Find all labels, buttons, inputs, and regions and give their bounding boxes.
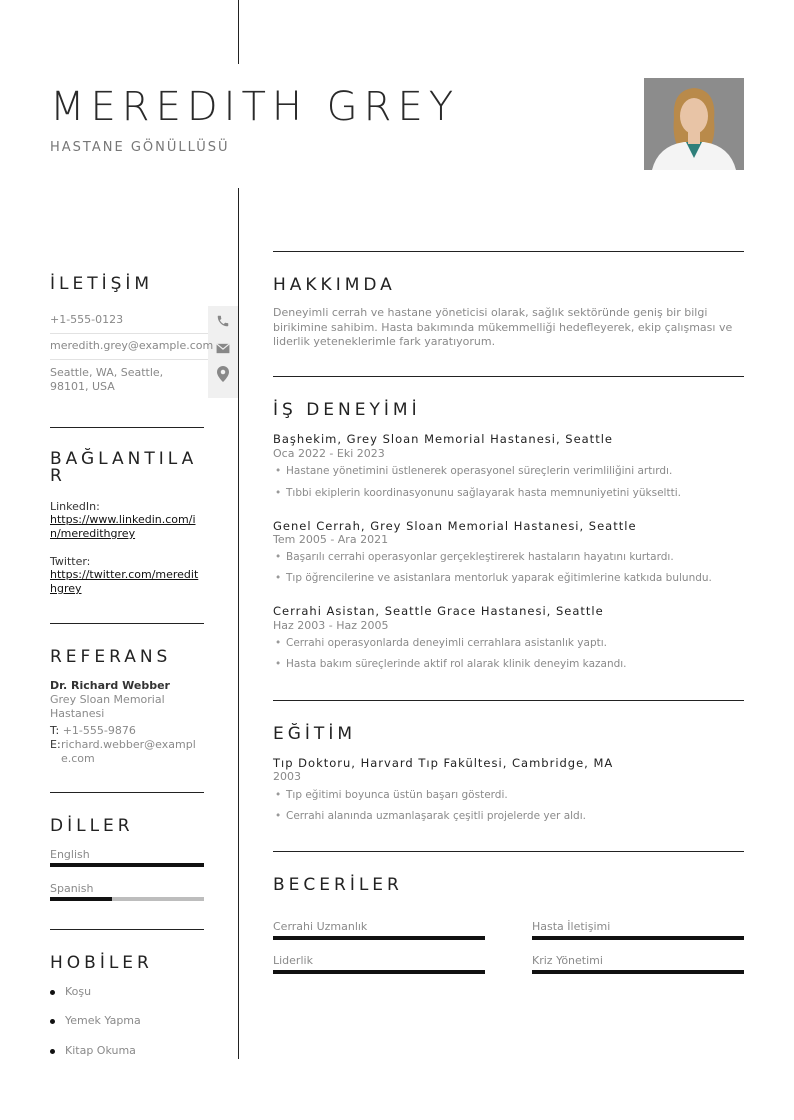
bullet-icon (50, 1019, 55, 1024)
hobby-item (50, 1044, 136, 1057)
education-degree: Tıp Doktoru, Harvard Tıp Fakültesi, Cambridge, MA (273, 756, 614, 770)
job-bullet: • Hasta bakım süreçlerinde aktif rol alarak klinik deneyim kazandı. (275, 658, 627, 670)
language-level-bar (50, 897, 204, 901)
education-bullet-text: Tıp eğitimi boyunca üstün başarı gösterdi. (286, 789, 508, 801)
contact-heading: İLETİŞİM (50, 274, 154, 294)
job-date: Oca 2022 - Eki 2023 (273, 447, 385, 460)
job-title: Başhekim, Grey Sloan Memorial Hastanesi, Seattle (273, 432, 613, 446)
reference-phone-row (50, 724, 136, 737)
skill-level-bar (273, 936, 485, 940)
job-bullet: • Hastane yönetimini üstlenerek operasyonel süreçlerin verimliliğini artırdı. (275, 465, 673, 477)
job-title: Genel Cerrah, Grey Sloan Memorial Hastanesi, Seattle (273, 519, 637, 533)
languages-heading: DİLLER (50, 816, 134, 836)
job-bullet: • Cerrahi operasyonlarda deneyimli cerrahlara asistanlık yaptı. (275, 637, 607, 649)
skill-label: Hasta İletişimi (532, 920, 611, 933)
skill-label: Cerrahi Uzmanlık (273, 920, 368, 933)
links-heading: BAĞLANTILAR (50, 449, 198, 486)
hobby-label: Yemek Yapma (65, 1014, 141, 1027)
section-divider (273, 251, 744, 252)
reference-phone: +1-555-9876 (62, 724, 136, 737)
column-divider-line (238, 188, 239, 1059)
job-bullet-text: Başarılı cerrahi operasyonlar gerçekleştirerek hastaların hayatını kurtardı. (286, 551, 674, 563)
skill-label: Liderlik (273, 954, 313, 967)
references-heading: REFERANS (50, 647, 172, 667)
twitter-link[interactable]: https://twitter.com/meredithgrey (50, 568, 199, 595)
section-divider (273, 700, 744, 701)
about-heading: HAKKIMDA (273, 275, 396, 295)
skill-label: Kriz Yönetimi (532, 954, 603, 967)
job-bullet-text: Cerrahi operasyonlarda deneyimli cerrahlara asistanlık yaptı. (286, 637, 607, 649)
section-divider (273, 851, 744, 852)
job-bullet-text: Tıbbi ekiplerin koordinasyonunu sağlayarak hasta memnuniyetini yükseltti. (286, 487, 681, 499)
hobby-item (50, 1014, 141, 1027)
section-divider (273, 376, 744, 377)
contact-address: Seattle, WA, Seattle, 98101, USA (50, 366, 164, 393)
twitter-label: Twitter: (50, 555, 91, 568)
bullet-icon (50, 1049, 55, 1054)
job-bullet-text: Hasta bakım süreçlerinde aktif rol alarak klinik deneyim kazandı. (286, 658, 627, 670)
job-bullet-text: Hastane yönetimini üstlenerek operasyonel süreçlerin verimliliğini artırdı. (286, 465, 673, 477)
contact-separator (50, 333, 208, 334)
language-level-bar (50, 863, 204, 867)
hobby-item (50, 985, 91, 998)
contact-phone: +1-555-0123 (50, 313, 124, 326)
reference-email-label: E: (50, 738, 61, 751)
hobbies-heading: HOBİLER (50, 953, 153, 973)
language-label: English (50, 848, 90, 861)
profile-photo (644, 78, 744, 170)
reference-email: richard.webber@example.com (61, 738, 196, 765)
section-divider (50, 427, 204, 428)
reference-name: Dr. Richard Webber (50, 679, 170, 692)
top-divider-line (238, 0, 239, 64)
contact-separator (50, 359, 208, 360)
candidate-name: MEREDITH GREY (50, 84, 460, 130)
education-bullet: • Tıp eğitimi boyunca üstün başarı gösterdi. (275, 789, 508, 801)
hobby-label: Koşu (65, 985, 92, 998)
education-heading: EĞİTİM (273, 724, 356, 744)
job-bullet: • Tıp öğrencilerine ve asistanlara mentorluk yaparak eğitimlerine katkıda bulundu. (275, 572, 712, 584)
about-text: Deneyimli cerrah ve hastane yöneticisi olarak, sağlık sektöründe geniş bir bilgi birikimine sahibim. Hasta bakımında mükemmelliği hedefleyerek, ekip çalışması ve liderlik yeteneklerimle fark yaratıyorum. (273, 306, 733, 348)
language-label: Spanish (50, 882, 94, 895)
job-title: Cerrahi Asistan, Seattle Grace Hastanesi, Seattle (273, 604, 604, 618)
language-level-fill (50, 897, 112, 901)
job-bullet: • Başarılı cerrahi operasyonlar gerçekleştirerek hastaların hayatını kurtardı. (275, 551, 674, 563)
language-level-fill (50, 863, 204, 867)
experience-heading: İŞ DENEYİMİ (273, 400, 421, 420)
map-pin-icon (208, 361, 238, 387)
contact-email: meredith.grey@example.com (50, 339, 214, 352)
skill-level-bar (532, 936, 744, 940)
section-divider (50, 792, 204, 793)
linkedin-link[interactable]: https://www.linkedin.com/in/meredithgrey (50, 513, 196, 540)
bullet-icon (50, 990, 55, 995)
education-year: 2003 (273, 770, 301, 783)
skill-level-bar (532, 970, 744, 974)
section-divider (50, 929, 204, 930)
job-date: Haz 2003 - Haz 2005 (273, 619, 389, 632)
section-divider (50, 623, 204, 624)
reference-phone-label: T: (50, 724, 60, 737)
education-bullet-text: Cerrahi alanında uzmanlaşarak çeşitli projelerde yer aldı. (286, 810, 586, 822)
job-date: Tem 2005 - Ara 2021 (273, 533, 389, 546)
candidate-title: HASTANE GÖNÜLLÜSÜ (50, 140, 230, 155)
linkedin-label: LinkedIn: (50, 500, 100, 513)
reference-organization: Grey Sloan Memorial Hastanesi (50, 693, 165, 720)
job-bullet: • Tıbbi ekiplerin koordinasyonunu sağlayarak hasta memnuniyetini yükseltti. (275, 487, 681, 499)
skills-heading: BECERİLER (273, 875, 403, 895)
job-bullet-text: Tıp öğrencilerine ve asistanlara mentorluk yaparak eğitimlerine katkıda bulundu. (286, 572, 712, 584)
education-bullet: • Cerrahi alanında uzmanlaşarak çeşitli projelerde yer aldı. (275, 810, 586, 822)
skill-level-bar (273, 970, 485, 974)
hobby-label: Kitap Okuma (65, 1044, 136, 1057)
